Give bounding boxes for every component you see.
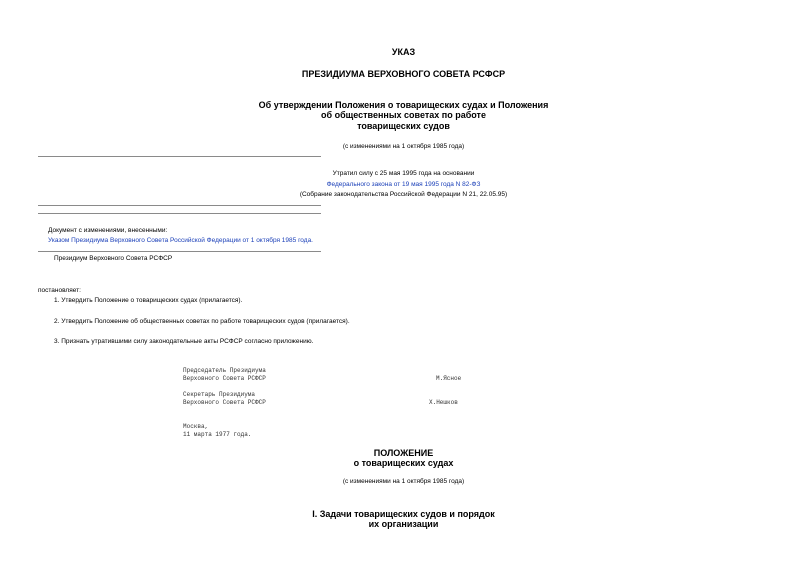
secretary-title-2: Верховного Совета РСФСР (183, 399, 266, 406)
divider (38, 156, 321, 157)
regulation-subtitle: о товарищеских судах (353, 458, 454, 468)
resolution-item-2: 2. Утвердить Положение об общественных советах по работе товарищеских судов (прилагается). (54, 318, 350, 325)
issuer-heading: ПРЕЗИДИУМА ВЕРХОВНОГО СОВЕТА РСФСР (301, 69, 506, 79)
divider (38, 205, 321, 206)
resolution-item-3: 3. Признать утратившими силу законодательные акты РСФСР согласно приложению. (54, 338, 314, 345)
subject-line-1: Об утверждении Положения о товарищеских судах и Положения (258, 100, 549, 110)
decree-link[interactable]: Указом Президиума Верховного Совета Российской Федерации от 1 октября 1985 года. (48, 237, 313, 244)
secretary-name: Х.Нешков (429, 399, 458, 406)
section-title-line-2: их организации (368, 519, 439, 529)
regulation-amendment-note: (с изменениями на 1 октября 1985 года) (342, 478, 465, 485)
subject-line-3: товарищеских судов (357, 121, 450, 131)
resolution-item-1: 1. Утвердить Положение о товарищеских судах (прилагается). (54, 297, 243, 304)
resolves-text: постановляет: (38, 287, 81, 294)
validity-line: Утратил силу с 25 мая 1995 года на основании (332, 170, 475, 177)
amendment-note: (с изменениями на 1 октября 1985 года) (342, 143, 465, 150)
chair-title-1: Председатель Президиума (183, 367, 266, 374)
section-title-line-1: I. Задачи товарищеских судов и порядок (312, 509, 495, 519)
signing-place: Москва, (183, 423, 209, 430)
chair-name: М.Ясное (436, 375, 462, 382)
federal-law-link[interactable]: Федерального закона от 19 мая 1995 года N 82-ФЗ (326, 181, 481, 188)
divider (38, 213, 321, 214)
secretary-title-1: Секретарь Президиума (183, 391, 256, 398)
divider (38, 251, 321, 252)
regulation-title: ПОЛОЖЕНИЕ (373, 448, 434, 458)
document-title: УКАЗ (391, 47, 416, 57)
chair-title-2: Верховного Совета РСФСР (183, 375, 266, 382)
subject-line-2: об общественных советах по работе (321, 110, 486, 120)
validity-source: (Собрание законодательства Российской Федерации N 21, 22.05.95) (299, 191, 508, 198)
signing-date: 11 марта 1977 года. (183, 431, 252, 438)
changes-label: Документ с изменениями, внесенными: (48, 227, 168, 234)
preamble: Президиум Верховного Совета РСФСР (54, 255, 173, 262)
